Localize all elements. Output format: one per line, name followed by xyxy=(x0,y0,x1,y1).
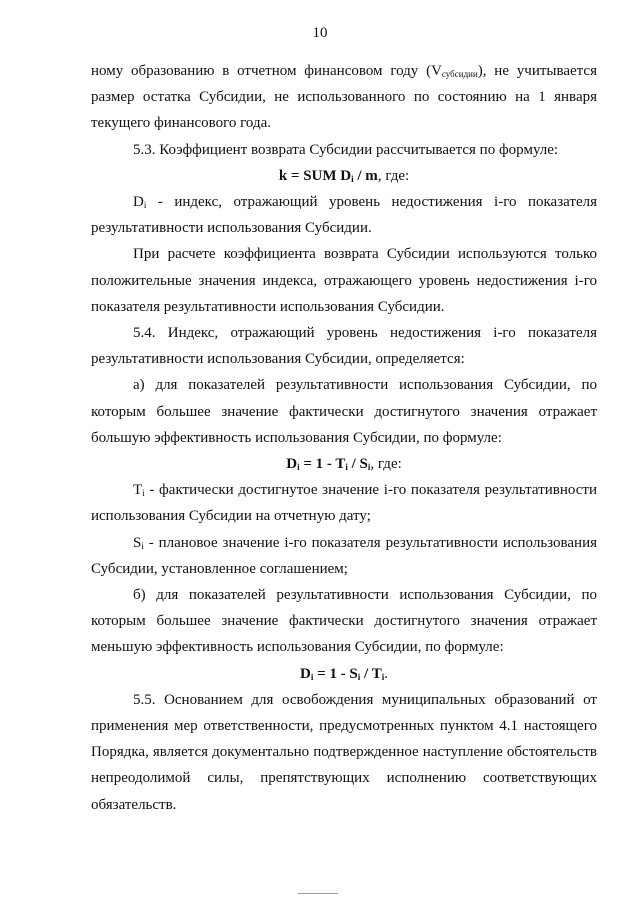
paragraph-di-definition: $D_i$ - индекс, отражающий уровень недостижения i-го показателя результативности использования Субсидии. xyxy=(91,194,597,237)
paragraph-5-5: 5.5. Основанием для освобождения муниципальных образований от применения мер ответственности, предусмотренных пунктом 4.1 настоящего Порядка, является документально подтвержденное наступление обстоятельств непреодолимой силы, препятствующих исполнению соответствующих обязательств. xyxy=(91,691,597,813)
formula-di-a: $D_i = 1 - T_i / S_i$, где: xyxy=(286,456,402,473)
paragraph-positive-values: При расчете коэффициента возврата Субсидии используются только положительные значения индекса, отражающего уровень недостижения i-го показателя результативности использования Субсидии. xyxy=(91,246,597,315)
paragraph-ti-definition: $T_i$ - фактически достигнутое значение i-го показателя результативности использования Субсидии на отчетную дату; xyxy=(91,482,597,525)
page-number: 10 xyxy=(312,25,328,41)
paragraph-b: б) для показателей результативности использования Субсидии, по которым большее значение фактически достигнутого значения отражает меньшую эффективность использования Субсидии, по формуле: xyxy=(91,587,597,656)
paragraph-5-3: 5.3. Коэффициент возврата Субсидии рассчитывается по формуле: xyxy=(133,141,559,158)
formula-di-b: $D_i = 1 - S_i / T_i$. xyxy=(300,665,388,682)
paragraph-a: а) для показателей результативности использования Субсидии, по которым большее значение фактически достигнутого значения отражает большую эффективность использования Субсидии, по формуле: xyxy=(91,377,597,446)
footer-divider xyxy=(298,893,338,894)
paragraph-si-definition: $S_i$ - плановое значение i-го показателя результативности использования Субсидии, установленное соглашением; xyxy=(91,534,597,577)
document-body xyxy=(91,58,597,818)
paragraph-1: ному образованию в отчетном финансовом году $(V_{субсидии})$, не учитывается размер остатка Субсидии, не использованного по состоянию на 1 января текущего финансового года. xyxy=(91,63,597,132)
formula-k: k = SUM $D_i$ / m, где: xyxy=(278,167,410,184)
paragraph-5-4: 5.4. Индекс, отражающий уровень недостижения i-го показателя результативности использования Субсидии, определяется: xyxy=(91,325,597,368)
